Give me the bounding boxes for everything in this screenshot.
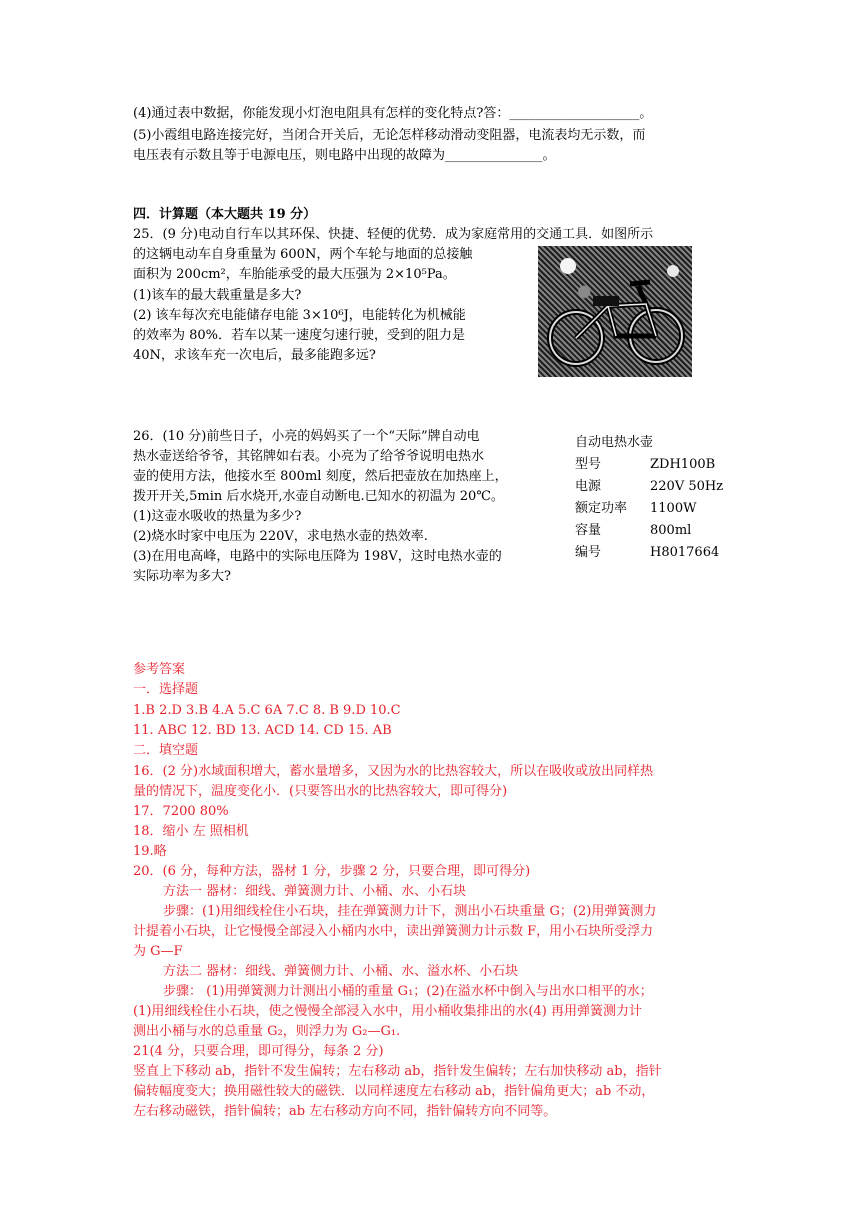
q26-line: (3)在用电高峰，电路中的实际电压降为 198V，这时电热水壶的 [133, 549, 502, 564]
answers-line: 方法二 器材：细线、弹簧侧力计、小桶、水、溢水杯、小石块 [163, 964, 519, 979]
q25-line: 25．(9 分)电动自行车以其环保、快捷、轻便的优势．成为家庭常用的交通工具．如图所示 [133, 227, 654, 242]
answers-line: (1)用细线栓住小石块，使之慢慢全部浸入水中，用小桶收集排出的水(4) 再用弹簧测力计 [133, 1004, 642, 1019]
answers-line: 21(4 分，只要合理，即可得分，每条 2 分) [133, 1044, 384, 1059]
answers-line: 20．(6 分，每种方法，器材 1 分，步骤 2 分，只要合理，即可得分) [133, 864, 531, 879]
q25-line: (1)该车的最大载重量是多大? [133, 288, 302, 303]
answers-line: 左右移动磁铁，指针偏转；ab 左右移动方向不同，指针偏转方向不同等。 [133, 1104, 557, 1119]
q26-line: (2)烧水时家中电压为 220V，求电热水壶的热效率. [133, 529, 428, 544]
answers-line: 竖直上下移动 ab，指针不发生偏转；左右移动 ab，指针发生偏转；左右加快移动 ab，指针 [133, 1064, 662, 1079]
q26-line: 壶的使用方法，他接水至 800ml 刻度，然后把壶放在加热座上， [133, 469, 508, 484]
nameplate-row: 容量 800ml [575, 523, 692, 538]
q25-line: 的效率为 80%．若车以某一速度匀速行驶，受到的阻力是 [133, 328, 466, 343]
q25-line: (2) 该车每次充电能储存电能 3×10⁶J，电能转化为机械能 [133, 308, 466, 323]
answers-line: 步骤： (1)用弹簧测力计测出小桶的重量 G₁；(2)在溢水杯中倒入与出水口相平的水； [163, 984, 653, 999]
answers-line: 11. ABC 12. BD 13. ACD 14. CD 15. AB [133, 723, 392, 738]
answers-line: 量的情况下，温度变化小．(只要答出水的比热容较大，即可得分) [133, 784, 508, 799]
answers-line: 步骤：(1)用细线栓住小石块，挂在弹簧测力计下，测出小石块重量 G；(2)用弹簧测力 [163, 904, 657, 919]
nameplate-row: 电源 220V 50Hz [575, 479, 724, 494]
answers-line: 为 G—F [133, 944, 183, 959]
question-4: (4)通过表中数据，你能发现小灯泡电阻具有怎样的变化特点?答：____________________。 [133, 106, 653, 121]
answers-section-1: 一．选择题 [133, 682, 199, 697]
answers-line: 16．(2 分)水域面积增大，蓄水量增多，又因为水的比热容较大，所以在吸收或放出同样热 [133, 764, 654, 779]
answers-line: 19.略 [133, 844, 167, 859]
q26-line: 26．(10 分)前些日子，小亮的妈妈买了一个“天际”牌自动电 [133, 429, 480, 444]
answers-line: 方法一 器材：细线、弹簧测力计、小桶、水、小石块 [163, 884, 467, 899]
answers-line: 18．缩小 左 照相机 [133, 824, 249, 839]
answers-section-2: 二．填空题 [133, 743, 199, 758]
kettle-nameplate [575, 432, 723, 564]
answers-line: 1.B 2.D 3.B 4.A 5.C 6A 7.C 8. B 9.D 10.C [133, 703, 401, 718]
nameplate-row: 额定功率 1100W [575, 501, 697, 516]
q25-line: 面积为 200cm²，车胎能承受的最大压强为 2×10⁵Pa。 [133, 267, 456, 282]
electric-bike-photo [538, 246, 692, 377]
answers-line: 测出小桶与水的总重量 G₂，则浮力为 G₂—G₁. [133, 1024, 401, 1039]
nameplate-row: 型号 ZDH100B [575, 457, 716, 472]
nameplate-row: 编号 H8017664 [575, 545, 720, 560]
answers-title: 参考答案 [133, 662, 186, 677]
nameplate-title: 自动电热水壶 [575, 435, 654, 450]
q26-line: (1)这壶水吸收的热量为多少? [133, 509, 302, 524]
answers-line: 17．7200 80% [133, 804, 229, 819]
section-heading: 四．计算题（本大题共 19 分） [133, 207, 317, 222]
question-5-line-1: (5)小霞组电路连接完好，当闭合开关后，无论怎样移动滑动变阻器，电流表均无示数，而 [133, 128, 646, 143]
q26-line: 实际功率为多大? [133, 569, 231, 584]
q26-line: 拨开开关,5min 后水烧开,水壶自动断电.已知水的初温为 20℃。 [133, 489, 504, 504]
question-5-line-2: 电压表有示数且等于电源电压，则电路中出现的故障为_______________。 [133, 148, 556, 163]
q26-line: 热水壶送给爷爷，其铭牌如右表。小亮为了给爷爷说明电热水 [133, 449, 485, 464]
q25-line: 的这辆电动车自身重量为 600N，两个车轮与地面的总接触 [133, 247, 473, 262]
answers-line: 计提着小石块，让它慢慢全部浸入小桶内水中，读出弹簧测力计示数 F，用小石块所受浮力 [133, 924, 654, 939]
answers-line: 偏转幅度变大；换用磁性较大的磁铁．以同样速度左右移动 ab，指针偏角更大；ab 不动， [133, 1084, 655, 1099]
q25-line: 40N，求该车充一次电后，最多能跑多远? [133, 348, 376, 363]
